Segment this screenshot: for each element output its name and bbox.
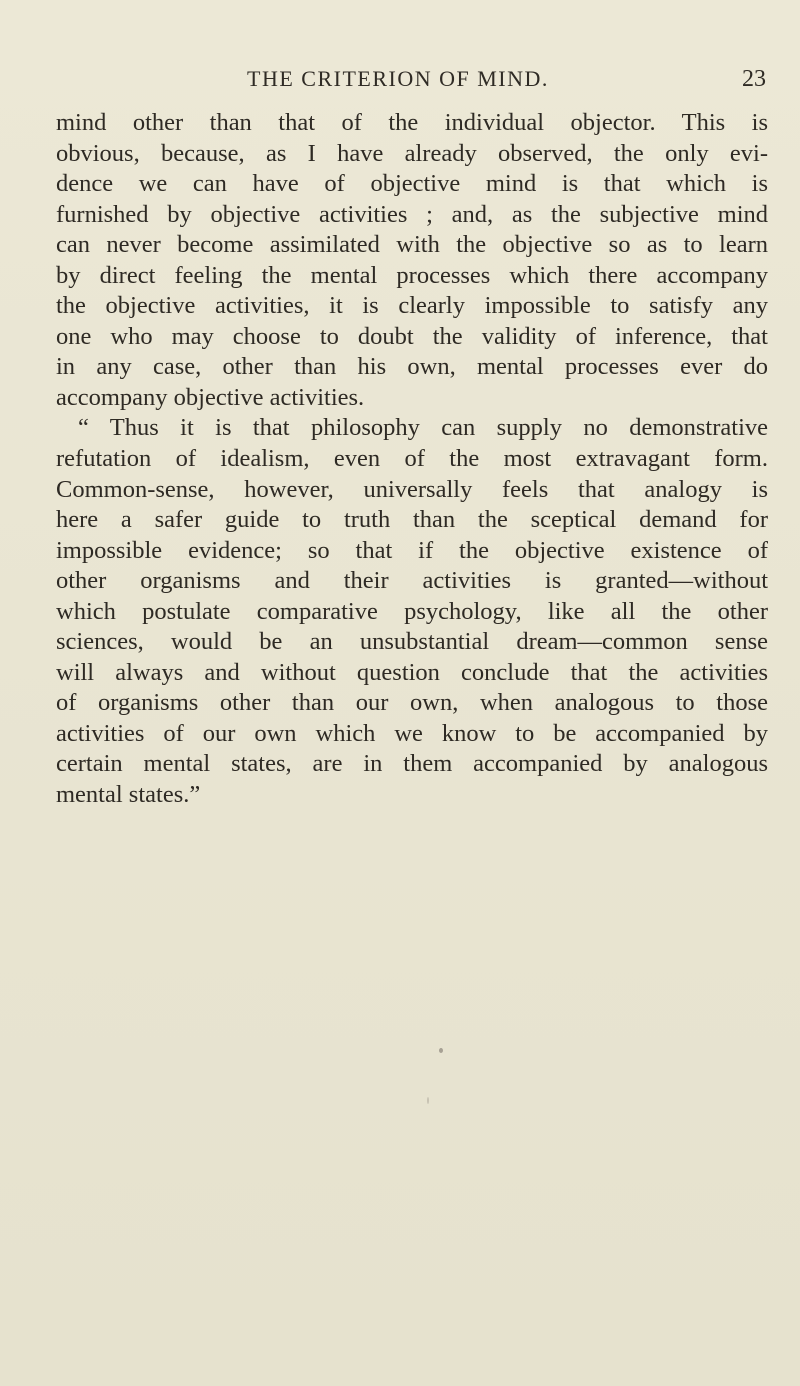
running-title: THE CRITERION OF MIND.	[247, 66, 549, 91]
text-line: in any case, other than his own, mental processes ever do	[56, 353, 768, 381]
text-line: by direct feeling the mental processes which there accompany	[56, 261, 768, 289]
text-line: other organisms and their activities is granted—without	[56, 567, 768, 595]
text-line: activities of our own which we know to be accompanied by	[56, 719, 768, 747]
text-line: which postulate comparative psychology, like all the other	[56, 597, 768, 625]
text-line: certain mental states, are in them accompanied by analogous	[56, 750, 768, 778]
running-head	[0, 64, 800, 94]
text-line: “ Thus it is that philosophy can supply no demonstrative	[78, 414, 768, 442]
text-line: Common-sense, however, universally feels that analogy is	[56, 475, 768, 503]
text-line: furnished by objective activities ; and, as the subjective mind	[56, 200, 768, 228]
text-line: one who may choose to doubt the validity of inference, that	[56, 322, 768, 350]
paper-speck	[427, 1097, 429, 1104]
text-line: obvious, because, as I have already observed, the only evi-	[56, 139, 768, 167]
text-line: can never become assimilated with the objective so as to learn	[56, 231, 768, 259]
text-line: the objective activities, it is clearly impossible to satisfy any	[56, 292, 768, 320]
body-text	[56, 108, 768, 811]
paper-speck	[439, 1048, 443, 1053]
text-line: impossible evidence; so that if the objective existence of	[56, 536, 768, 564]
text-line: here a safer guide to truth than the sceptical demand for	[56, 506, 768, 534]
page-number: 23	[742, 66, 766, 92]
text-line: mental states.”	[56, 781, 201, 809]
text-line: accompany objective activities.	[56, 383, 365, 411]
text-line: dence we can have of objective mind is that which is	[56, 170, 768, 198]
text-line: mind other than that of the individual objector. This is	[56, 109, 768, 136]
text-line: sciences, would be an unsubstantial dream—common sense	[56, 628, 768, 656]
text-line: will always and without question conclude that the activities	[56, 658, 768, 686]
text-line: refutation of idealism, even of the most extravagant form.	[56, 445, 768, 473]
text-line: of organisms other than our own, when analogous to those	[56, 689, 768, 717]
